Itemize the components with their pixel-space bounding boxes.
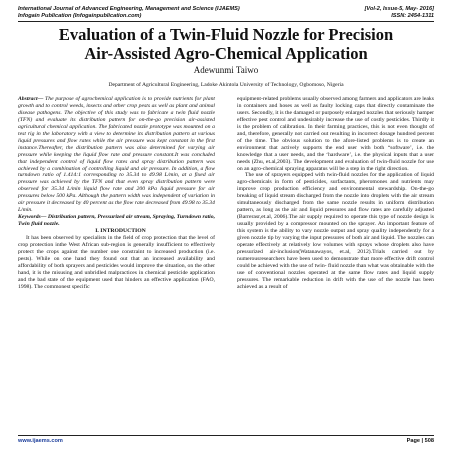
paper-title <box>18 25 434 63</box>
issn: ISSN: 2454-1311 <box>391 13 434 19</box>
journal-volume: [Vol-2, Issue-5, May- 2016] <box>364 6 434 12</box>
right-column <box>237 96 434 291</box>
page-footer <box>18 438 434 445</box>
section-heading-introduction: I. INTRODUCTION <box>95 228 146 235</box>
publisher: Infogain Publication (Infogainpublication.com) <box>18 13 142 19</box>
abstract <box>18 96 215 214</box>
footer-rule <box>18 435 434 436</box>
page-number: Page | 508 <box>406 438 434 444</box>
author: Adewunmi Taiwo <box>193 65 259 75</box>
abstract-text: The purpose of agrochemical application is to provide nutrients for plant growth and to control weeds, insects and other crop pests as well as plant and animal disease pathogens. The objective of this study was to fabricate a twin fluid nozzle (TFN) and evaluate its distribution pattern for on-the-go precision air-assisted agricultural chemical application. The fabricated nozzle prototype was mounted on a test rig in the laboratory with a view to determine its distribution pattern at various liquid pressures and flow rates while the air pressure was kept constant in the first instance.Thereafter, the distribution pattern was also determined for varying air pressure while keeping the liquid flow rate and pressure constant.It was concluded that independent control of liquid flow rates and spray distribution pattern was achieved by a combination of controlling liquid and air pressure. In addition, a flow turndown ratio of 1.414:1 corresponding to 35.34 to 49.98 L/min, at a fixed air pressure was achieved by the TFN and that even spray distribution pattern were observed for 35.34 L/min liquid flow rate and 200 kPa liquid pressure for air pressures below 500 kPa. Although the pattern width was independent of variation in air pressure it decreased by 40 percent as the flow rate decreased from 49.98 to 35.34 L/min. <box>18 96 215 214</box>
header-rule <box>18 21 434 22</box>
intro-paragraph: It has been observed by specialists in the field of crop protection that the level of crop protection inthe West African sub-region is generally insufficient to effectively protect the crops against the number one constraint to increased production (i.e. pests). While on one hand they found out that an increased availability and affordability of both sprayers and pesticides would improve the situation, on the other hand, it is the misusing and unbridled malpractices in chemical pesticide application and the bad state of the equipment used that hinders an effective application (FAO, 1998). The commonest specific <box>18 235 215 290</box>
journal-header <box>18 6 434 20</box>
body-paragraph-2: The use of sprayers equipped with twin-fluid nozzles for the application of liquid agro-chemicals in form of pesticides, surfactants, pheromones and nutrients may improve crop production efficiency and environmental stewardship. On-the-go breaking of liquid stream discharged from the nozzle into droplets with the air stream simultaneously discharged from the same nozzle results in uniform distribution pattern, as long as the air and liquid pressures and flow rates are carefully adjusted (Barrerasr,et.al, 2006).The air supply required to operate this type of nozzle design is usually provided by a compressor mounted on the sprayer. An important feature of this system is the ability to vary nozzle output and spray quality independently for a given nozzle tip by varying the input pressures of both air and liquid. The nozzles can operate effectively at relatively low volumes with sprays whose droplets also have pressurized air-inclusion(Watanawayos, et.al, 2012).Trials carried out by numerousresearchers have been used to demonstrate that more effective drift control could be achieved with the use of twin- fluid nozzle than what was obtainable with the use of conventional nozzles operated at the same flow rates and liquid supply pressures. The remarkable reduction in drift with the use of the nozzle has been achieved as a result of <box>237 172 434 290</box>
journal-name: International Journal of Advanced Engineering, Management and Science (IJAEMS) <box>18 6 240 12</box>
keywords: Keywords— Distribution pattern, Pressurized air stream, Spraying, Turndown ratio, Twin fluid nozzle. <box>18 214 215 228</box>
abstract-label: Abstract— <box>18 96 44 102</box>
title-line-1: Evaluation of a Twin-Fluid Nozzle for Precision <box>58 25 394 44</box>
journal-website-link[interactable]: www.ijaems.com <box>18 438 63 444</box>
body-paragraph-1: equipment-related problems usually observed among farmers and applicators are leaks in containers and hoses as well as faulty locking caps that directly contaminate the users. Secondly, it is the damaged or purposely enlarged nozzles that seriously hamper effective pest control and undesirably increase the use of costly pesticides. Thirdly it is the problem of calibration. In their farming practices, this is not even thought of and, therefore, generally not carried out resulting in incorrect dosage hundred percent of the time. The obvious solution to the afore-listed problems is to create an environment that actively supports the end user with both “software’, i.e. the knowledge that a user needs, and the ‘hardware’, i.e. the physical inputs that a user needs (Zhu, et.al,2003). The development and evaluation of twin-fluid nozzle for use on an agro-chemical spraying apparatus will be a step in the right direction. <box>237 96 434 172</box>
left-column <box>18 96 215 291</box>
affiliation: Department of Agricultural Engineering, Ladoke Akintola University of Technology, Ogbomoso, Nigeria <box>108 82 344 88</box>
title-line-2: Air-Assisted Agro-Chemical Application <box>84 44 368 63</box>
